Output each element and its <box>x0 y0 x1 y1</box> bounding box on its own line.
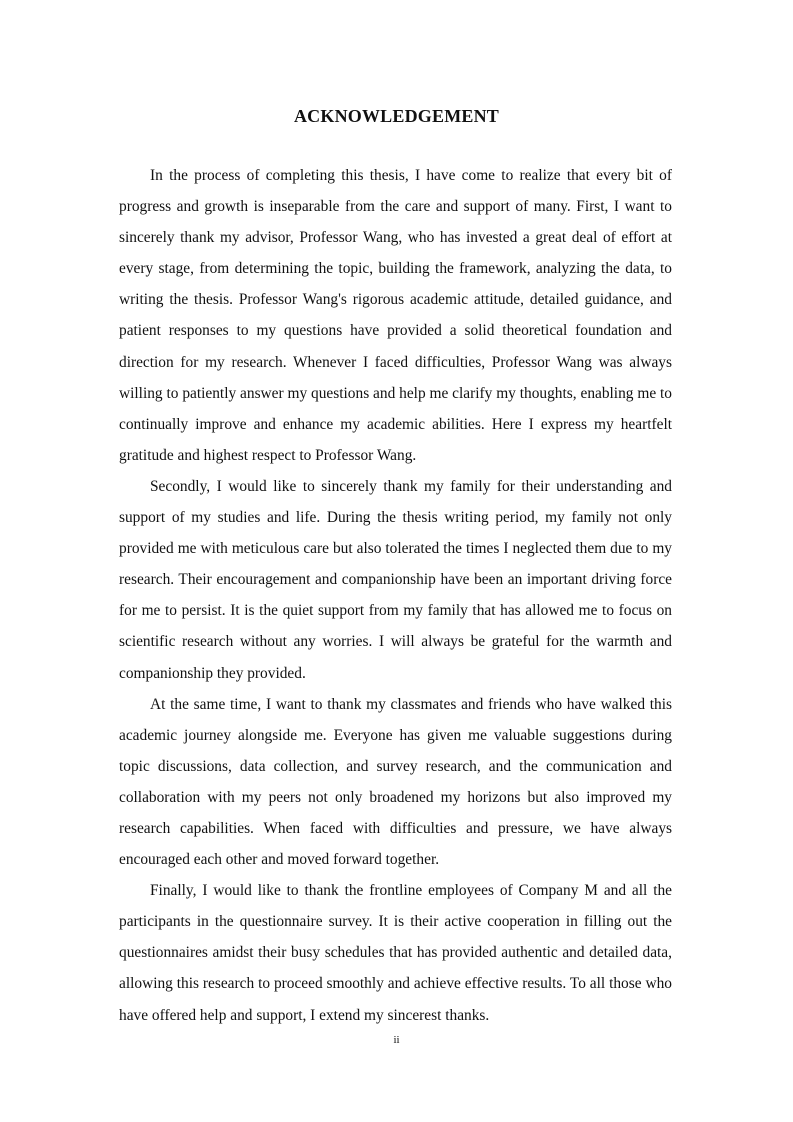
paragraph-advisor: In the process of completing this thesis, I have come to realize that every bit of progress and growth is inseparable from the care and support of many. First, I want to sincerely thank my advisor, Professor Wang, who has invested a great deal of effort at every stage, from determining the topic, building the framework, analyzing the data, to writing the thesis. Professor Wang's rigorous academic attitude, detailed guidance, and patient responses to my questions have provided a solid theoretical foundation and direction for my research. Whenever I faced difficulties, Professor Wang was always willing to patiently answer my questions and help me clarify my thoughts, enabling me to continually improve and enhance my academic abilities. Here I express my heartfelt gratitude and highest respect to Professor Wang. <box>119 167 672 464</box>
paragraph-participants: Finally, I would like to thank the frontline employees of Company M and all the participants in the questionnaire survey. It is their active cooperation in filling out the questionnaires amidst their busy schedules that has provided authentic and detailed data, allowing this research to proceed smoothly and achieve effective results. To all those who have offered help and support, I extend my sincerest thanks. <box>119 882 672 1024</box>
paragraph-family: Secondly, I would like to sincerely thank my family for their understanding and support of my studies and life. During the thesis writing period, my family not only provided me with meticulous care but also tolerated the times I neglected them due to my research. Their encouragement and companionship have been an important driving force for me to persist. It is the quiet support from my family that has allowed me to focus on scientific research without any worries. I will always be grateful for the warmth and companionship they provided. <box>119 477 672 682</box>
page-title: ACKNOWLEDGEMENT <box>293 106 500 126</box>
paragraph-classmates: At the same time, I want to thank my classmates and friends who have walked this academic journey alongside me. Everyone has given me valuable suggestions during topic discussions, data collection, and survey research, and the communication and collaboration with my peers not only broadened my horizons but also improved my research capabilities. When faced with difficulties and pressure, we have always encouraged each other and moved forward together. <box>119 695 672 869</box>
document-body <box>119 160 672 1031</box>
page-number: ii <box>393 1034 400 1046</box>
